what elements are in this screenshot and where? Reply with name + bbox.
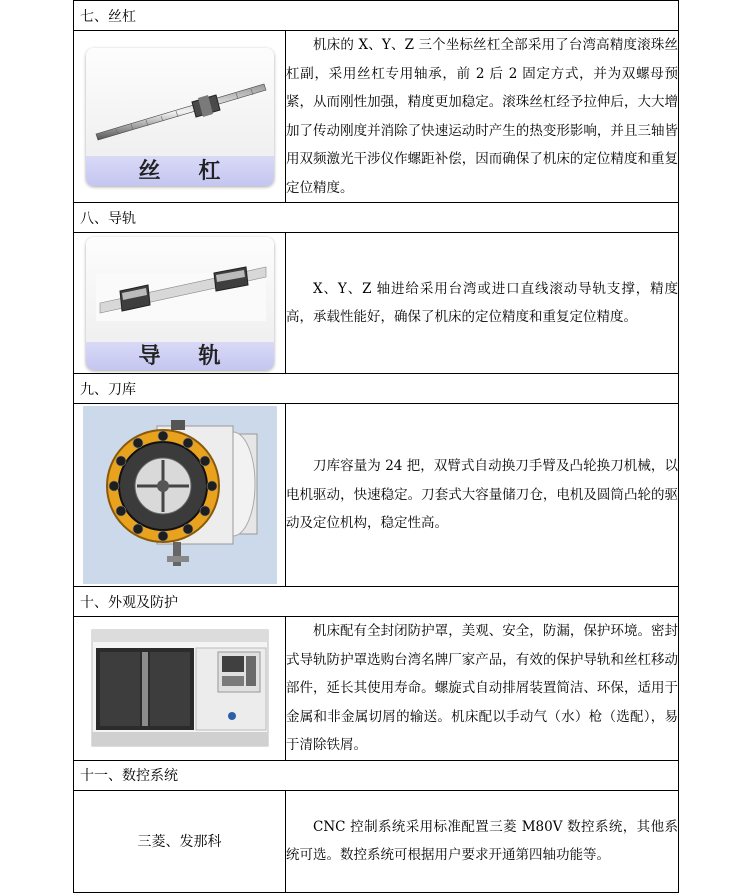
section-header-appearance [74,587,679,617]
guide-rail-illustration [86,237,274,342]
guide-rail-image-cell [74,233,286,374]
ballscrew-description: 机床的 X、Y、Z 三个坐标丝杠全部采用了台湾高精度滚珠丝杠副，采用丝杠专用轴承，前 2 后 2 固定方式，并为双螺母预紧，从而刚性加强，精度更加稳定。滚珠丝杠经予拉伸后，大大增加了传动刚度并消除了快速运动时产生的热变形影响，并且三轴皆用双频激光干涉仪作螺距补偿，因而确保了机床的定位精度和重复定位精度。 [286,31,679,203]
section-row-appearance [74,617,679,761]
section-row-guide-rail [74,233,679,374]
tool-magazine-description: 刀库容量为 24 把，双臂式自动换刀手臂及凸轮换刀机械，以电机驱动，快速稳定。刀套式大容量储刀仓，电机及圆筒凸轮的驱动及定位机构，稳定性高。 [286,404,679,587]
guide-rail-description: X、Y、Z 轴进给采用台湾或进口直线滚动导轨支撑，精度高，承载性能好，确保了机床的定位精度和重复定位精度。 [286,233,679,374]
guide-rail-photo [86,237,274,370]
section-heading: 七、丝杠 [74,1,679,31]
cnc-brand-label: 三菱、发那科 [74,790,286,892]
section-row-cnc-system [74,790,679,892]
section-header-guide-rail [74,203,679,233]
ballscrew-illustration [86,48,274,156]
ballscrew-image-cell [74,31,286,203]
tool-magazine-photo [83,406,277,584]
ballscrew-caption: 丝杠 [86,156,274,186]
machine-photo [90,626,270,750]
section-heading: 八、导轨 [74,203,679,233]
section-header-tool-magazine [74,374,679,404]
section-heading: 十一、数控系统 [74,760,679,790]
machine-image-cell [74,617,286,761]
ballscrew-photo [86,48,274,186]
section-header-ballscrew [74,1,679,31]
section-header-cnc-system [74,760,679,790]
tool-magazine-image-cell [74,404,286,587]
section-heading: 九、刀库 [74,374,679,404]
section-row-ballscrew [74,31,679,203]
spec-table [73,0,679,893]
guide-rail-caption: 导轨 [86,342,274,370]
section-row-tool-magazine [74,404,679,587]
appearance-description: 机床配有全封闭防护罩，美观、安全，防漏，保护环境。密封式导轨防护罩选购台湾名牌厂家产品，有效的保护导轨和丝杠移动部件，延长其使用寿命。螺旋式自动排屑装置简洁、环保，适用于金属和非金属切屑的输送。机床配以手动气（水）枪（选配），易于清除铁屑。 [286,617,679,761]
cnc-description: CNC 控制系统采用标准配置三菱 M80V 数控系统，其他系统可选。数控系统可根据用户要求开通第四轴功能等。 [286,790,679,892]
section-heading: 十、外观及防护 [74,587,679,617]
